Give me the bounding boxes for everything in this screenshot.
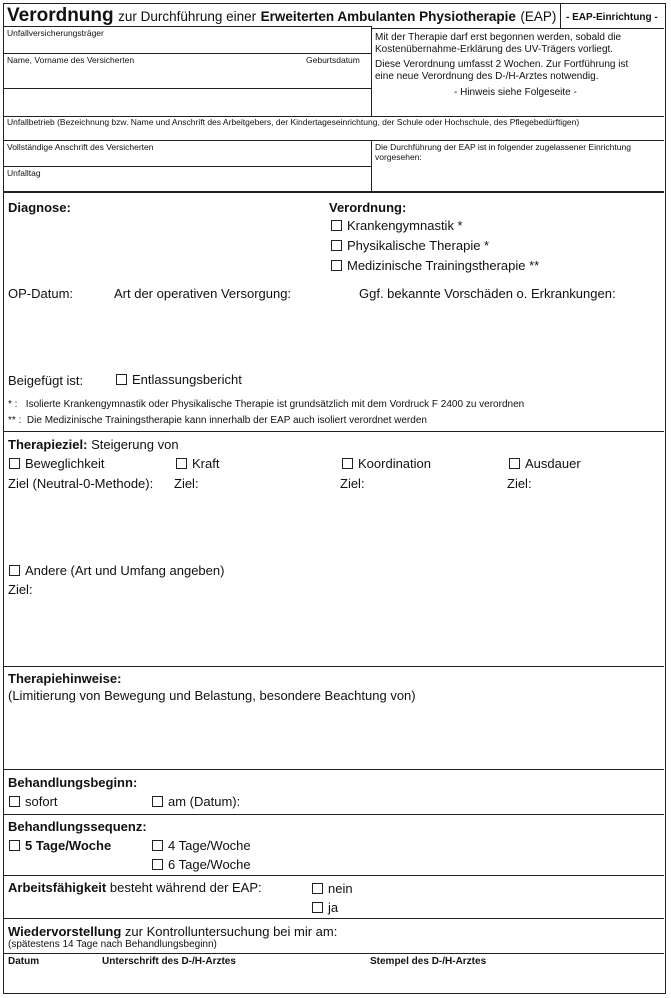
therapy-notes-sublabel: (Limitierung von Bewegung und Belastung, besondere Beachtung von) [8,688,416,703]
address-field-label: Vollständige Anschrift des Versicherten [7,142,154,152]
option-kraft[interactable]: Kraft [176,456,219,472]
goal-neutral-label: Ziel (Neutral-0-Methode): [8,476,154,491]
title-part2: Erweiterten Ambulanten Physiotherapie [260,9,516,24]
insurer-field-label: Unfallversicherungsträger [7,28,104,38]
checkbox-kraft[interactable] [176,458,187,469]
checkbox-6-tage[interactable] [152,859,163,870]
option-4-tage[interactable]: 4 Tage/Woche [152,838,251,854]
footnote-2: ** : Die Medizinische Trainingstherapie kann innerhalb der EAP auch isoliert verordnet werden [8,415,427,426]
option-5-tage[interactable]: 5 Tage/Woche [9,838,111,854]
notice-line-5: - Hinweis siehe Folgeseite - [454,87,577,98]
goal-koordination-label: Ziel: [340,476,365,491]
notice-line-3: Diese Verordnung umfasst 2 Wochen. Zur Fortführung ist [375,59,629,70]
goal-ausdauer-label: Ziel: [507,476,532,491]
treatment-sequence-label: Behandlungssequenz: [8,819,147,834]
checkbox-physikalische-therapie[interactable] [331,240,342,251]
checkbox-sofort[interactable] [9,796,20,807]
option-ausdauer[interactable]: Ausdauer [509,456,581,472]
checkbox-trainingstherapie[interactable] [331,260,342,271]
checkbox-entlassungsbericht[interactable] [116,374,127,385]
op-type-label: Art der operativen Versorgung: [114,286,292,301]
checkbox-ausdauer[interactable] [509,458,520,469]
option-sofort[interactable]: sofort [9,794,58,810]
prior-conditions-label: Ggf. bekannte Vorschäden o. Erkrankungen: [359,286,616,301]
goal-kraft-label: Ziel: [174,476,199,491]
stamp-label: Stempel des D-/H-Arztes [370,956,487,967]
op-date-label: OP-Datum: [8,286,74,301]
date-label: Datum [8,956,40,967]
birthdate-field-label: Geburtsdatum [306,55,360,65]
checkbox-andere[interactable] [9,565,20,576]
checkbox-koordination[interactable] [342,458,353,469]
notice-line-4: eine neue Verordnung des D-/H-Arztes notwendig. [375,71,599,82]
facility-line-1: Die Durchführung der EAP ist in folgender zugelassener Einrichtung [375,142,631,152]
option-nein[interactable]: nein [312,881,353,897]
title-part3: (EAP) [520,9,557,24]
checkbox-krankengymnastik[interactable] [331,220,342,231]
prescription-label: Verordnung: [329,200,407,215]
notice-line-1: Mit der Therapie darf erst begonnen werden, sobald die [375,32,622,43]
footnote-1: * : Isolierte Krankengymnastik oder Physikalische Therapie ist grundsätzlich mit dem Vordruck F 2400 zu verordnen [8,399,525,410]
title-main: Verordnung [7,5,114,26]
checkbox-5-tage[interactable] [9,840,20,851]
option-ja[interactable]: ja [312,900,338,916]
option-koordination[interactable]: Koordination [342,456,431,472]
employer-field-label: Unfallbetrieb (Bezeichnung bzw. Name und Anschrift des Arbeitgebers, der Kindertageseinrichtung, der Schule oder Hochschule, des Pflegebedürftigen) [7,117,580,127]
option-andere[interactable]: Andere (Art und Umfang angeben) [9,563,224,579]
option-physikalische-therapie[interactable]: Physikalische Therapie * [331,238,489,254]
notice-line-2: Kostenübernahme-Erklärung des UV-Trägers vorliegt. [375,44,614,55]
work-ability-label: Arbeitsfähigkeit besteht während der EAP: [8,880,262,895]
option-beweglichkeit[interactable]: Beweglichkeit [9,456,105,472]
follow-up-sublabel: (spätestens 14 Tage nach Behandlungsbeginn) [8,939,217,950]
checkbox-ja[interactable] [312,902,323,913]
checkbox-am-datum[interactable] [152,796,163,807]
signature-label: Unterschrift des D-/H-Arztes [102,956,236,967]
title-part1: zur Durchführung einer [118,9,257,24]
form-page [3,3,666,994]
form-title [7,5,556,27]
therapy-goal-label: Therapieziel: Steigerung von [8,437,179,452]
option-krankengymnastik[interactable]: Krankengymnastik * [331,218,463,234]
therapy-notes-label: Therapiehinweise: [8,671,122,686]
facility-line-2: vorgesehen: [375,152,422,162]
name-field-label: Name, Vorname des Versicherten [7,55,135,65]
checkbox-beweglichkeit[interactable] [9,458,20,469]
treatment-start-label: Behandlungsbeginn: [8,775,138,790]
goal-other-label: Ziel: [8,582,33,597]
diagnose-label: Diagnose: [8,200,71,215]
checkbox-4-tage[interactable] [152,840,163,851]
follow-up-label: Wiedervorstellung zur Kontrolluntersuchung bei mir am: [8,924,338,939]
option-6-tage[interactable]: 6 Tage/Woche [152,857,251,873]
eap-facility-tag: - EAP-Einrichtung - [566,12,658,23]
option-am-datum[interactable]: am (Datum): [152,794,240,810]
accident-day-field-label: Unfalltag [7,168,41,178]
checkbox-nein[interactable] [312,883,323,894]
attached-label: Beigefügt ist: [8,373,84,388]
option-trainingstherapie[interactable]: Medizinische Trainingstherapie ** [331,258,539,274]
option-entlassungsbericht[interactable]: Entlassungsbericht [116,372,242,388]
